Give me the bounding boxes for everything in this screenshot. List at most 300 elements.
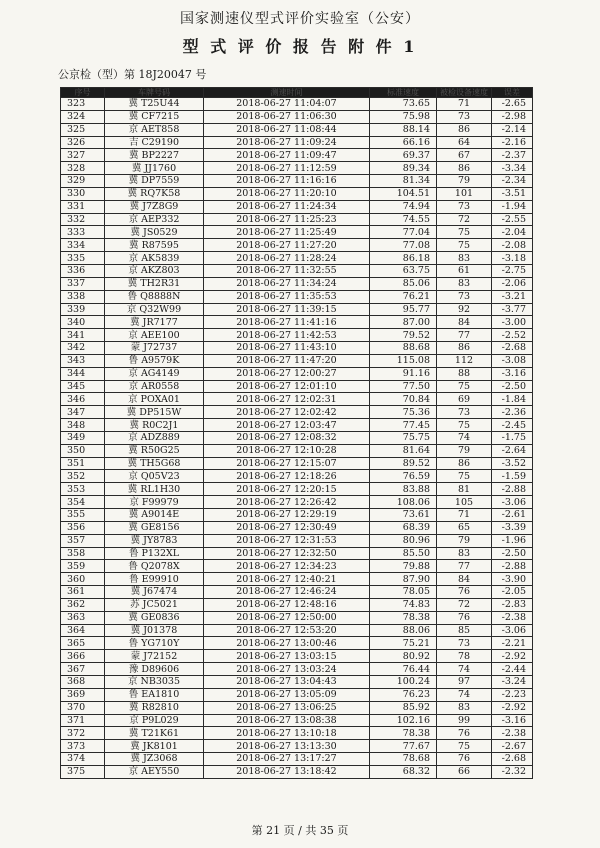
row-number-cell: 327 (61, 149, 105, 162)
standard-speed-cell: 88.68 (370, 342, 437, 355)
table-row (61, 483, 533, 496)
plate-number-cell: 冀 JS0529 (105, 226, 204, 239)
device-speed-cell: 73 (437, 110, 492, 123)
plate-number-cell: 京 P9L029 (105, 714, 204, 727)
error-cell: -2.05 (492, 586, 533, 599)
measure-time-cell: 2018-06-27 12:02:42 (204, 406, 370, 419)
table-row (61, 521, 533, 534)
table-row (61, 624, 533, 637)
measure-time-cell: 2018-06-27 11:09:24 (204, 136, 370, 149)
error-cell: -2.45 (492, 419, 533, 432)
standard-speed-cell: 88.14 (370, 123, 437, 136)
device-speed-cell: 75 (437, 740, 492, 753)
measure-time-cell: 2018-06-27 12:34:23 (204, 560, 370, 573)
plate-number-cell: 京 POXA01 (105, 393, 204, 406)
device-speed-cell: 112 (437, 354, 492, 367)
error-cell: -2.52 (492, 329, 533, 342)
error-cell: -2.92 (492, 701, 533, 714)
plate-number-cell: 京 AR0558 (105, 380, 204, 393)
device-speed-cell: 81 (437, 483, 492, 496)
table-row (61, 277, 533, 290)
measure-time-cell: 2018-06-27 11:12:59 (204, 162, 370, 175)
error-cell: -3.08 (492, 354, 533, 367)
standard-speed-cell: 78.68 (370, 753, 437, 766)
error-cell: -2.04 (492, 226, 533, 239)
error-cell: -3.06 (492, 496, 533, 509)
plate-number-cell: 冀 GE8156 (105, 521, 204, 534)
standard-speed-cell: 88.06 (370, 624, 437, 637)
row-number-cell: 346 (61, 393, 105, 406)
measure-time-cell: 2018-06-27 12:08:32 (204, 431, 370, 444)
device-speed-cell: 83 (437, 277, 492, 290)
table-row (61, 637, 533, 650)
table-row (61, 380, 533, 393)
device-speed-cell: 64 (437, 136, 492, 149)
standard-speed-cell: 78.38 (370, 727, 437, 740)
measure-time-cell: 2018-06-27 12:03:47 (204, 419, 370, 432)
standard-speed-cell: 73.61 (370, 509, 437, 522)
standard-speed-cell: 74.83 (370, 598, 437, 611)
plate-number-cell: 冀 JJ1760 (105, 162, 204, 175)
table-row (61, 342, 533, 355)
row-number-cell: 372 (61, 727, 105, 740)
plate-number-cell: 冀 BP2227 (105, 149, 204, 162)
table-row (61, 701, 533, 714)
table-row (61, 239, 533, 252)
measure-time-cell: 2018-06-27 11:06:30 (204, 110, 370, 123)
standard-speed-cell: 79.88 (370, 560, 437, 573)
table-row (61, 457, 533, 470)
row-number-cell: 364 (61, 624, 105, 637)
standard-speed-cell: 77.50 (370, 380, 437, 393)
standard-speed-cell: 89.52 (370, 457, 437, 470)
table-row (61, 136, 533, 149)
device-speed-cell: 92 (437, 303, 492, 316)
error-cell: -2.23 (492, 688, 533, 701)
standard-speed-cell: 102.16 (370, 714, 437, 727)
device-speed-cell: 69 (437, 393, 492, 406)
plate-number-cell: 京 ADZ889 (105, 431, 204, 444)
measure-time-cell: 2018-06-27 11:08:44 (204, 123, 370, 136)
error-cell: -1.96 (492, 534, 533, 547)
standard-speed-cell: 77.08 (370, 239, 437, 252)
table-row (61, 509, 533, 522)
measure-time-cell: 2018-06-27 13:08:38 (204, 714, 370, 727)
standard-speed-cell: 73.65 (370, 98, 437, 111)
error-cell: -3.16 (492, 367, 533, 380)
measure-time-cell: 2018-06-27 11:04:07 (204, 98, 370, 111)
error-cell: -3.21 (492, 290, 533, 303)
device-speed-cell: 78 (437, 650, 492, 663)
device-speed-cell: 65 (437, 521, 492, 534)
column-header: 测速时间 (204, 88, 370, 98)
table-row (61, 753, 533, 766)
measure-time-cell: 2018-06-27 13:13:30 (204, 740, 370, 753)
measure-time-cell: 2018-06-27 12:01:10 (204, 380, 370, 393)
row-number-cell: 329 (61, 175, 105, 188)
table-row (61, 496, 533, 509)
standard-speed-cell: 63.75 (370, 264, 437, 277)
column-header: 标准速度 (370, 88, 437, 98)
device-speed-cell: 77 (437, 560, 492, 573)
device-speed-cell: 76 (437, 753, 492, 766)
standard-speed-cell: 70.84 (370, 393, 437, 406)
row-number-cell: 350 (61, 444, 105, 457)
error-cell: -3.39 (492, 521, 533, 534)
measure-time-cell: 2018-06-27 11:16:16 (204, 175, 370, 188)
plate-number-cell: 冀 JY8783 (105, 534, 204, 547)
measure-time-cell: 2018-06-27 11:34:24 (204, 277, 370, 290)
standard-speed-cell: 87.00 (370, 316, 437, 329)
table-row (61, 534, 533, 547)
device-speed-cell: 75 (437, 226, 492, 239)
plate-number-cell: 京 AET858 (105, 123, 204, 136)
row-number-cell: 339 (61, 303, 105, 316)
error-cell: -2.32 (492, 765, 533, 778)
error-cell: -2.68 (492, 342, 533, 355)
error-cell: -3.52 (492, 457, 533, 470)
plate-number-cell: 鲁 A9579K (105, 354, 204, 367)
row-number-cell: 344 (61, 367, 105, 380)
row-number-cell: 349 (61, 431, 105, 444)
table-row (61, 714, 533, 727)
table-row (61, 252, 533, 265)
report-title: 型 式 评 价 报 告 附 件 1 (182, 37, 418, 56)
standard-speed-cell: 77.45 (370, 419, 437, 432)
plate-number-cell: 冀 J7Z8G9 (105, 200, 204, 213)
device-speed-cell: 76 (437, 611, 492, 624)
plate-number-cell: 鲁 P132XL (105, 547, 204, 560)
measure-time-cell: 2018-06-27 12:46:24 (204, 586, 370, 599)
error-cell: -2.08 (492, 239, 533, 252)
standard-speed-cell: 75.36 (370, 406, 437, 419)
standard-speed-cell: 68.39 (370, 521, 437, 534)
standard-speed-cell: 86.18 (370, 252, 437, 265)
measure-time-cell: 2018-06-27 11:39:15 (204, 303, 370, 316)
measure-time-cell: 2018-06-27 13:17:27 (204, 753, 370, 766)
row-number-cell: 343 (61, 354, 105, 367)
standard-speed-cell: 75.75 (370, 431, 437, 444)
device-speed-cell: 75 (437, 380, 492, 393)
standard-speed-cell: 85.50 (370, 547, 437, 560)
device-speed-cell: 83 (437, 252, 492, 265)
measure-time-cell: 2018-06-27 11:25:49 (204, 226, 370, 239)
plate-number-cell: 冀 R87595 (105, 239, 204, 252)
row-number-cell: 340 (61, 316, 105, 329)
row-number-cell: 323 (61, 98, 105, 111)
error-cell: -2.68 (492, 753, 533, 766)
table-row (61, 675, 533, 688)
device-speed-cell: 75 (437, 239, 492, 252)
row-number-cell: 351 (61, 457, 105, 470)
device-speed-cell: 88 (437, 367, 492, 380)
measure-time-cell: 2018-06-27 11:24:34 (204, 200, 370, 213)
standard-speed-cell: 91.16 (370, 367, 437, 380)
device-speed-cell: 86 (437, 162, 492, 175)
error-cell: -1.94 (492, 200, 533, 213)
device-speed-cell: 72 (437, 213, 492, 226)
error-cell: -3.90 (492, 573, 533, 586)
standard-speed-cell: 78.38 (370, 611, 437, 624)
plate-number-cell: 鲁 YG710Y (105, 637, 204, 650)
row-number-cell: 373 (61, 740, 105, 753)
standard-speed-cell: 104.51 (370, 187, 437, 200)
error-cell: -2.64 (492, 444, 533, 457)
measure-time-cell: 2018-06-27 11:20:10 (204, 187, 370, 200)
table-row (61, 316, 533, 329)
row-number-cell: 352 (61, 470, 105, 483)
plate-number-cell: 京 Q05V23 (105, 470, 204, 483)
row-number-cell: 356 (61, 521, 105, 534)
row-number-cell: 338 (61, 290, 105, 303)
row-number-cell: 341 (61, 329, 105, 342)
error-cell: -2.88 (492, 483, 533, 496)
plate-number-cell: 冀 T25U44 (105, 98, 204, 111)
measure-time-cell: 2018-06-27 13:10:18 (204, 727, 370, 740)
measure-time-cell: 2018-06-27 12:48:16 (204, 598, 370, 611)
plate-number-cell: 冀 J67474 (105, 586, 204, 599)
plate-number-cell: 冀 GE0836 (105, 611, 204, 624)
standard-speed-cell: 79.52 (370, 329, 437, 342)
measure-time-cell: 2018-06-27 11:09:47 (204, 149, 370, 162)
device-speed-cell: 79 (437, 444, 492, 457)
error-cell: -3.77 (492, 303, 533, 316)
plate-number-cell: 冀 TH2R31 (105, 277, 204, 290)
standard-speed-cell: 95.77 (370, 303, 437, 316)
plate-number-cell: 冀 R82810 (105, 701, 204, 714)
table-row (61, 264, 533, 277)
measure-time-cell: 2018-06-27 12:15:07 (204, 457, 370, 470)
device-speed-cell: 86 (437, 342, 492, 355)
standard-speed-cell: 76.21 (370, 290, 437, 303)
device-speed-cell: 76 (437, 727, 492, 740)
plate-number-cell: 冀 J01378 (105, 624, 204, 637)
plate-number-cell: 冀 JK8101 (105, 740, 204, 753)
row-number-cell: 369 (61, 688, 105, 701)
table-row (61, 187, 533, 200)
error-cell: -2.34 (492, 175, 533, 188)
table-row (61, 586, 533, 599)
measure-time-cell: 2018-06-27 12:31:53 (204, 534, 370, 547)
device-speed-cell: 75 (437, 419, 492, 432)
plate-number-cell: 京 AG4149 (105, 367, 204, 380)
measure-time-cell: 2018-06-27 11:43:10 (204, 342, 370, 355)
standard-speed-cell: 81.34 (370, 175, 437, 188)
error-cell: -2.21 (492, 637, 533, 650)
plate-number-cell: 京 Q32W99 (105, 303, 204, 316)
standard-speed-cell: 76.44 (370, 663, 437, 676)
measure-time-cell: 2018-06-27 13:06:25 (204, 701, 370, 714)
row-number-cell: 354 (61, 496, 105, 509)
device-speed-cell: 101 (437, 187, 492, 200)
row-number-cell: 359 (61, 560, 105, 573)
device-speed-cell: 85 (437, 624, 492, 637)
plate-number-cell: 京 AK5839 (105, 252, 204, 265)
plate-number-cell: 豫 D89606 (105, 663, 204, 676)
row-number-cell: 330 (61, 187, 105, 200)
device-speed-cell: 105 (437, 496, 492, 509)
row-number-cell: 362 (61, 598, 105, 611)
row-number-cell: 365 (61, 637, 105, 650)
table-row (61, 393, 533, 406)
measure-time-cell: 2018-06-27 13:00:46 (204, 637, 370, 650)
error-cell: -2.83 (492, 598, 533, 611)
device-speed-cell: 74 (437, 663, 492, 676)
table-row (61, 98, 533, 111)
measure-time-cell: 2018-06-27 11:25:23 (204, 213, 370, 226)
device-speed-cell: 73 (437, 200, 492, 213)
table-row (61, 688, 533, 701)
plate-number-cell: 鲁 Q8888N (105, 290, 204, 303)
row-number-cell: 355 (61, 509, 105, 522)
standard-speed-cell: 74.55 (370, 213, 437, 226)
table-row (61, 573, 533, 586)
error-cell: -3.16 (492, 714, 533, 727)
plate-number-cell: 鲁 EA1810 (105, 688, 204, 701)
report-number: 公京检（型）第 18J20047 号 (58, 68, 207, 81)
error-cell: -3.51 (492, 187, 533, 200)
device-speed-cell: 73 (437, 406, 492, 419)
row-number-cell: 325 (61, 123, 105, 136)
error-cell: -1.75 (492, 431, 533, 444)
error-cell: -2.67 (492, 740, 533, 753)
standard-speed-cell: 76.23 (370, 688, 437, 701)
device-speed-cell: 75 (437, 470, 492, 483)
table-row (61, 329, 533, 342)
row-number-cell: 360 (61, 573, 105, 586)
plate-number-cell: 冀 T21K61 (105, 727, 204, 740)
error-cell: -2.61 (492, 509, 533, 522)
standard-speed-cell: 68.32 (370, 765, 437, 778)
lab-name: 国家测速仪型式评价实验室（公安） (180, 11, 420, 27)
error-cell: -3.24 (492, 675, 533, 688)
device-speed-cell: 67 (437, 149, 492, 162)
device-speed-cell: 79 (437, 175, 492, 188)
error-cell: -2.44 (492, 663, 533, 676)
device-speed-cell: 74 (437, 431, 492, 444)
column-header: 被检设备速度 (437, 88, 492, 98)
measure-time-cell: 2018-06-27 11:41:16 (204, 316, 370, 329)
table-row (61, 765, 533, 778)
table-row (61, 303, 533, 316)
standard-speed-cell: 83.88 (370, 483, 437, 496)
error-cell: -3.00 (492, 316, 533, 329)
plate-number-cell: 冀 DP7559 (105, 175, 204, 188)
standard-speed-cell: 115.08 (370, 354, 437, 367)
column-header: 误差 (492, 88, 533, 98)
standard-speed-cell: 77.04 (370, 226, 437, 239)
table-row (61, 200, 533, 213)
measure-time-cell: 2018-06-27 13:18:42 (204, 765, 370, 778)
table-body (61, 98, 533, 779)
plate-number-cell: 冀 JZ3068 (105, 753, 204, 766)
measure-time-cell: 2018-06-27 12:29:19 (204, 509, 370, 522)
table-row (61, 470, 533, 483)
table-row (61, 175, 533, 188)
table-row (61, 650, 533, 663)
plate-number-cell: 蒙 J72152 (105, 650, 204, 663)
row-number-cell: 370 (61, 701, 105, 714)
row-number-cell: 347 (61, 406, 105, 419)
row-number-cell: 353 (61, 483, 105, 496)
table-row (61, 110, 533, 123)
measure-time-cell: 2018-06-27 11:32:55 (204, 264, 370, 277)
table-row (61, 547, 533, 560)
row-number-cell: 358 (61, 547, 105, 560)
error-cell: -2.98 (492, 110, 533, 123)
measure-time-cell: 2018-06-27 11:47:20 (204, 354, 370, 367)
table-row (61, 149, 533, 162)
row-number-cell: 366 (61, 650, 105, 663)
plate-number-cell: 冀 R50G25 (105, 444, 204, 457)
row-number-cell: 328 (61, 162, 105, 175)
error-cell: -2.06 (492, 277, 533, 290)
measure-time-cell: 2018-06-27 12:02:31 (204, 393, 370, 406)
plate-number-cell: 京 F99979 (105, 496, 204, 509)
error-cell: -2.92 (492, 650, 533, 663)
table-row (61, 162, 533, 175)
table-row (61, 740, 533, 753)
standard-speed-cell: 85.06 (370, 277, 437, 290)
standard-speed-cell: 87.90 (370, 573, 437, 586)
row-number-cell: 337 (61, 277, 105, 290)
row-number-cell: 331 (61, 200, 105, 213)
device-speed-cell: 83 (437, 547, 492, 560)
plate-number-cell: 鲁 Q2078X (105, 560, 204, 573)
standard-speed-cell: 66.16 (370, 136, 437, 149)
standard-speed-cell: 74.94 (370, 200, 437, 213)
table-row (61, 123, 533, 136)
table-row (61, 406, 533, 419)
error-cell: -2.50 (492, 380, 533, 393)
table-row (61, 598, 533, 611)
row-number-cell: 375 (61, 765, 105, 778)
row-number-cell: 335 (61, 252, 105, 265)
plate-number-cell: 京 AEY550 (105, 765, 204, 778)
plate-number-cell: 吉 C29190 (105, 136, 204, 149)
error-cell: -2.37 (492, 149, 533, 162)
standard-speed-cell: 85.92 (370, 701, 437, 714)
table-row (61, 663, 533, 676)
device-speed-cell: 97 (437, 675, 492, 688)
standard-speed-cell: 75.98 (370, 110, 437, 123)
table-header-row (61, 88, 533, 98)
device-speed-cell: 84 (437, 316, 492, 329)
device-speed-cell: 72 (437, 598, 492, 611)
row-number-cell: 345 (61, 380, 105, 393)
table-row (61, 419, 533, 432)
plate-number-cell: 蒙 J72737 (105, 342, 204, 355)
measure-time-cell: 2018-06-27 12:50:00 (204, 611, 370, 624)
measure-time-cell: 2018-06-27 13:03:24 (204, 663, 370, 676)
measure-time-cell: 2018-06-27 11:28:24 (204, 252, 370, 265)
error-cell: -1.59 (492, 470, 533, 483)
measure-time-cell: 2018-06-27 13:03:15 (204, 650, 370, 663)
standard-speed-cell: 69.37 (370, 149, 437, 162)
device-speed-cell: 99 (437, 714, 492, 727)
plate-number-cell: 冀 JR7177 (105, 316, 204, 329)
error-cell: -2.36 (492, 406, 533, 419)
plate-number-cell: 京 AEP332 (105, 213, 204, 226)
row-number-cell: 374 (61, 753, 105, 766)
plate-number-cell: 冀 RQ7K58 (105, 187, 204, 200)
plate-number-cell: 冀 A9014E (105, 509, 204, 522)
device-speed-cell: 86 (437, 457, 492, 470)
table-row (61, 226, 533, 239)
plate-number-cell: 苏 JC5021 (105, 598, 204, 611)
table-row (61, 290, 533, 303)
row-number-cell: 336 (61, 264, 105, 277)
